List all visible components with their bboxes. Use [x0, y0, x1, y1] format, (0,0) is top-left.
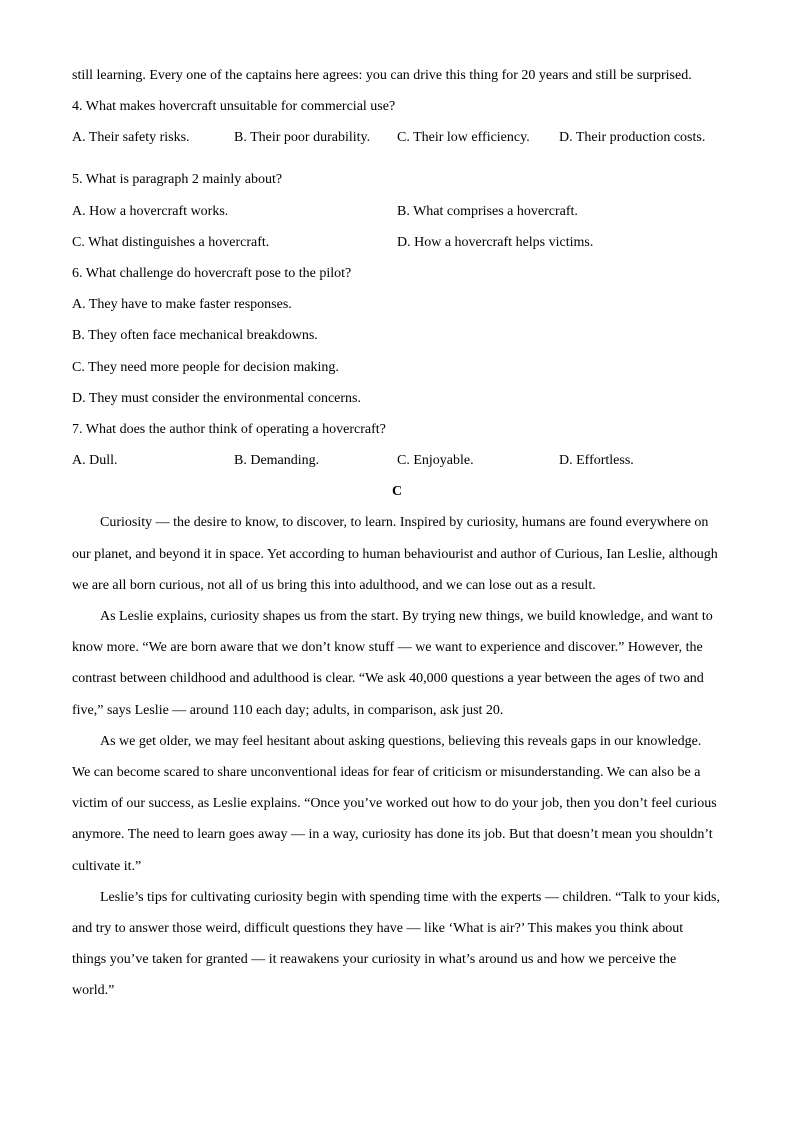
paragraph-line: know more. “We are born aware that we don’t know stuff — we want to experience and discover.” However, the [72, 640, 703, 656]
paragraph-line: victim of our success, as Leslie explains. “Once you’ve worked out how to do your job, then you don’t feel curious [72, 796, 717, 812]
question-5-options-row-2 [72, 227, 722, 258]
question-4-option-a: A. Their safety risks. [72, 130, 190, 146]
paragraph-line: cultivate it.” [72, 858, 142, 874]
question-4-options [72, 122, 722, 164]
question-4-option-c: C. Their low efficiency. [397, 130, 530, 146]
paragraph-line: our planet, and beyond it in space. Yet according to human behaviourist and author of Curious, Ian Leslie, although [72, 546, 718, 562]
question-7-stem: 7. What does the author think of operating a hovercraft? [72, 421, 386, 437]
paragraph-line: and try to answer those weird, difficult questions they have — like ‘What is air?’ This makes you think about [72, 920, 684, 936]
question-7-option-b: B. Demanding. [234, 453, 320, 469]
question-5-option-a: A. How a hovercraft works. [72, 203, 229, 219]
question-5-option-d: D. How a hovercraft helps victims. [397, 234, 594, 250]
question-6-option-a: A. They have to make faster responses. [72, 297, 292, 313]
paragraph-line: Curiosity — the desire to know, to discover, to learn. Inspired by curiosity, humans are found everywhere on [100, 515, 709, 531]
paragraph-line: Leslie’s tips for cultivating curiosity begin with spending time with the experts — children. “Talk to your kids, [100, 889, 720, 905]
passage-paragraph-1 [72, 507, 722, 601]
question-6-option-b: B. They often face mechanical breakdowns. [72, 328, 318, 344]
passage-paragraph-4 [72, 882, 722, 1007]
continuation-line: still learning. Every one of the captains here agrees: you can drive this thing for 20 years and still be surprised. [72, 68, 692, 83]
paragraph-line: five,” says Leslie — around 110 each day; adults, in comparison, ask just 20. [72, 702, 504, 718]
paragraph-line: things you’ve taken for granted — it reawakens your curiosity in what’s around us and how we perceive the [72, 952, 677, 968]
question-5-options-row-1 [72, 196, 722, 227]
paragraph-line: contrast between childhood and adulthood is clear. “We ask 40,000 questions a year between the ages of two and [72, 671, 704, 687]
page-content [72, 60, 722, 1006]
question-7-option-a: A. Dull. [72, 453, 118, 469]
question-4-stem: 4. What makes hovercraft unsuitable for commercial use? [72, 99, 396, 115]
passage-paragraph-3 [72, 726, 722, 882]
question-6-stem: 6. What challenge do hovercraft pose to the pilot? [72, 265, 352, 281]
question-6-option-c: C. They need more people for decision making. [72, 359, 339, 375]
question-7-options [72, 445, 722, 476]
paragraph-line: We can become scared to share unconventional ideas for fear of criticism or misunderstanding. We can also be a [72, 764, 701, 780]
question-5-option-b: B. What comprises a hovercraft. [397, 203, 578, 219]
paragraph-line: world.” [72, 983, 115, 999]
paragraph-line: As Leslie explains, curiosity shapes us from the start. By trying new things, we build knowledge, and want to [100, 609, 713, 624]
question-4-option-b: B. Their poor durability. [234, 130, 371, 146]
section-heading: C [391, 484, 403, 500]
passage-paragraph-2 [72, 601, 722, 726]
question-5-stem: 5. What is paragraph 2 mainly about? [72, 172, 283, 188]
paragraph-line: anymore. The need to learn goes away — in a way, curiosity has done its job. But that doesn’t mean you shouldn’t [72, 827, 713, 843]
question-5-option-c: C. What distinguishes a hovercraft. [72, 234, 270, 250]
paragraph-line: we are all born curious, not all of us bring this into adulthood, and we can lose out as a result. [72, 577, 596, 593]
paragraph-line: As we get older, we may feel hesitant about asking questions, believing this reveals gaps in our knowledge. [100, 733, 702, 749]
question-7-option-c: C. Enjoyable. [397, 453, 474, 469]
question-4-option-d: D. Their production costs. [559, 130, 706, 146]
question-7-option-d: D. Effortless. [559, 453, 634, 469]
question-6-option-d: D. They must consider the environmental concerns. [72, 390, 361, 406]
